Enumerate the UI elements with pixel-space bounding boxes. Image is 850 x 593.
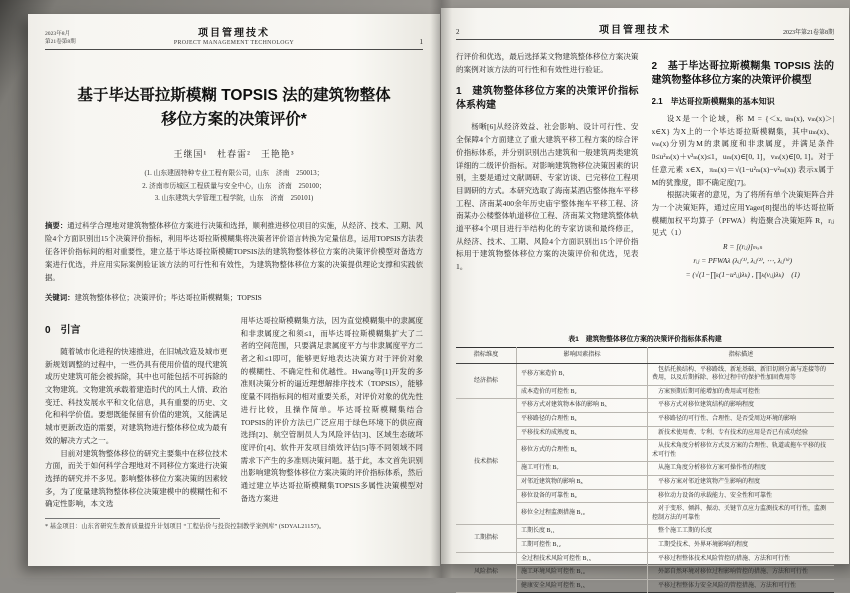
abstract	[45, 219, 423, 284]
table-caption: 表1 建筑物整体移位方案的决策评价指标体系构建	[568, 336, 722, 343]
column-right	[652, 51, 835, 323]
page-left	[28, 14, 440, 566]
journal-title-block	[115, 24, 353, 46]
affiliation-1: (1. 山东建固特种专业工程有限公司，山东 济南 250013；	[144, 170, 324, 177]
page-number: 1	[419, 38, 423, 46]
journal-title-cn: 项目管理技术	[198, 28, 270, 39]
keywords-label: 关键词：	[45, 292, 75, 302]
table-cell-description: 平移方案对邻近建筑物产生影响的程度	[648, 475, 835, 489]
indicator-table-body	[456, 363, 834, 593]
table-cell-dimension: 工期指标	[456, 525, 517, 552]
continuation-paragraph: 行评价和优选，最后选择某文物建筑整体移位方案决策的案例对该方法的可行性和有效性进行验证。	[456, 52, 639, 74]
table-cell-description: 从技术角度分析移位方式及方案的合理性、轨道或拖车平移的技术可行性	[648, 440, 835, 462]
journal-title-block	[526, 21, 744, 36]
table-cell-description: 包括托换结构、平移路线、新址基础、新旧切割分离与连接等的费用，以及后期拆除、移位过程中的保护性加固费用等	[648, 363, 835, 385]
footnote-rule	[45, 518, 220, 519]
footnote-text: * 基金项目：山东省研究生教育质量提升计划项目 “工程估价与投资控制教学案例库” (SDYAL21157)。	[45, 522, 326, 530]
abstract-label: 摘要：	[45, 220, 68, 230]
table-cell-dimension: 技术指标	[456, 399, 517, 525]
table-row	[456, 525, 834, 539]
table-cell-description: 工期受技术、外界环境影响的程度	[648, 538, 835, 552]
page-header	[456, 21, 834, 40]
table-cell-indicator: 工期可控性 B₁₂	[517, 538, 648, 552]
article-title-line1: 基于毕达哥拉斯模糊 TOPSIS 法的建筑物整体	[77, 87, 391, 104]
section2-paragraph-2: 根据决策者的意见，为了将所有单个决策矩阵合并为一个决策矩阵，通过应用Yager[8]提出的毕达哥拉斯模糊加权平均算子（PFWA）构造聚合决策矩阵 R，rᵢⱼ见式（1）	[651, 190, 834, 238]
affiliations	[45, 168, 423, 206]
table-cell-description: 平移方式对移位建筑结构的影响程度	[648, 399, 835, 413]
table-cell-description: 外部自然环境对移位过程影响管控的措施、方法和可行性	[648, 566, 835, 580]
table-cell-dimension: 风险指标	[456, 552, 517, 593]
table-cell-description: 平移过程整体技术风险管控的措施、方法和可行性	[648, 552, 835, 566]
affiliation-2: 2. 济南市历城区工程质量与安全中心，山东 济南 250100；	[142, 182, 326, 190]
table-cell-indicator: 施工环境风险可控性 B₁₄	[517, 566, 648, 580]
formula-line-3: = (√(1−∏ₖ(1−u²ᵢⱼ)λₖ) , ∏ₖ(vᵢⱼ)λₖ) (1)	[685, 270, 800, 280]
column-left	[456, 51, 639, 323]
table-header-row	[456, 348, 834, 364]
table-cell-indicator: 移位方式的合理性 B₆	[517, 440, 648, 462]
table-cell-indicator: 移位全过程监测措施 B₁₀	[517, 503, 648, 525]
table-cell-indicator: 平移方式对建筑物本体的影响 B₃	[517, 399, 648, 413]
table-cell-description: 整个施工工期的长度	[648, 525, 835, 539]
indicator-table	[456, 347, 834, 593]
table-header-indicator: 影响因素指标	[517, 348, 648, 364]
section2-paragraph-1: 设X是一个论域，称 M = {＜x, uₘ(x), vₘ(x)＞| x∈X} 为X上的一个毕达哥拉斯模糊集，其中uₘ(x)、vₘ(x)分别为M的隶属度和非隶属度，并满足条件0≤u²ₘ(x)＋v²ₘ(x)≤1，uₘ(x)∈[0, 1]，vₘ(x)∈[0, 1]。对于任意元素 x∈X，πₘ(x)＝√(1−u²ₘ(x)−v²ₘ(x)) 表示x属于M的犹豫度，即不确定度[7]。	[651, 114, 834, 187]
section-heading-2-1: 2.1 毕达哥拉斯模糊集的基本知识	[651, 97, 775, 106]
page-right	[441, 8, 849, 589]
intro-continuation: 用毕达哥拉斯模糊集方法，因为直觉模糊集中的隶属度和非隶属度之和须≤1，而毕达哥拉斯模糊集扩大了二者的空间范围，只要满足隶属度平方与非隶属度平方二者之和≤1即可，能够更好地表达决策方对于评价对象的模糊性、不确定性和优越性。Hwang等[1]开发的多准则决策分析的逼近理想解排序技术（TOPSIS），能够度量不同指标间的相对重要关系，对评价对象的优先性进行比较，且操作简单。毕达哥拉斯模糊集结合TOPSIS的评价方法已广泛应用于绿色环境下的供应商选择[2]、航空管制员人为风险评估[3]、区域生态破坏度评价[4]、软件开发项目绩效评估[5]等不同领域不同需求下产生的多准则决策问题。基于此，本文首先识别出影响建筑物整体移位方案决策的评价指标体系，然后通过建立毕达哥拉斯模糊集TOPSIS多属性决策模型对备选方案进	[240, 315, 423, 503]
article-title-line2: 移位方案的决策评价*	[161, 111, 307, 128]
journal-title-en: PROJECT MANAGEMENT TECHNOLOGY	[173, 40, 295, 46]
keywords-text: 建筑物整体移位；决策评价；毕达哥拉斯模糊集；TOPSIS	[74, 292, 262, 302]
journal-title-cn: 项目管理技术	[599, 25, 671, 36]
intro-paragraph-2: 目前对建筑物整体移位的研究主要集中在移位技术方面，而关于如何科学合理地对不同移位方案进行决策选择的研究并不多见。影响整体移位方案决策的因素较多，为了度量建筑物整体移位决策建模中的模糊性和不确定性影响，本文选	[45, 448, 228, 509]
table-header-dimension: 指标维度	[456, 348, 517, 364]
formula-line-1: R = [(rᵢⱼ)]ₘₓₙ	[723, 242, 763, 252]
section1-paragraph: 杨晰[6]从经济效益、社会影响、设计可行性、安全保障4个方面建立了重大建筑平移工程方案的综合评价指标体系，并分别识别出古建筑和一般建筑两类建筑详细的二级评价指标。对影响建筑物移位决策因素的识别，主要是通过文献调研、专家访谈、已完移位工程项目调研的方式。本研究选取了海南某酒店整体拖车平移工程、济南某400余年历史庙宇整体拖车平移工程、济南某办公楼整体轨道移位工程、济南某文物建筑整体轨道平移4个项目进行半结构化的专家访谈和最终修正，从经济、技术、工期、风险4个方面识别出15个评价指标用于建筑物整体移位方案的决策评价和优选，见表1。	[456, 122, 639, 272]
table-cell-indicator: 施工可行性 B₇	[517, 462, 648, 476]
abstract-text: 通过科学合理地对建筑物整体移位方案进行决策和选择，顺利推进移位项目的实施，从经济、技术、工期、风险4个方面识别出15个决策评价指标，利用毕达哥拉斯模糊集将决策者评价语言转换为定量信息，运用TOPSIS方法表征各评价指标间的相对重要性，建立基于毕达哥拉斯模糊TOPSIS法的建筑物整体移位方案的决策评价模型对备选方案进行优选，并应用实际案例验证该方法的可行性和有效性，为建筑物整体移位方案的决策提供理论支撑和实践依据。	[45, 220, 423, 282]
table-cell-description: 平移路径的可行性、合理性、是否受周边环境的影响	[648, 412, 835, 426]
issue-info: 2023年第21卷第8期	[782, 30, 834, 36]
affiliation-3: 3. 山东建筑大学管理工程学院，山东 济南 250101)	[154, 195, 314, 202]
table-cell-description: 方案预期后期可能增加的费用或可控性	[648, 385, 835, 399]
table-row	[456, 399, 834, 413]
page-number: 2	[456, 28, 460, 36]
table-cell-indicator: 平移路径的合理性 B₄	[517, 412, 648, 426]
table-row	[456, 552, 834, 566]
table-cell-description: 移位动力设备的承载能力、安全性和可靠性	[648, 489, 835, 503]
keywords	[45, 291, 423, 304]
formula-line-2: rᵢⱼ = PFWAλ (λᵢⱼ⁽¹⁾, λᵢⱼ⁽²⁾, ⋯, λᵢⱼ⁽ᵏ⁾)	[693, 256, 793, 266]
intro-paragraph-1: 随着城市化进程的快速推进，在旧城改造及城市更新规划调整的过程中，一些仍具有使用价值的现代建筑或历史建筑可能会被拆除，其中也可能包括不可拆除的文物建筑。文物建筑承载着建造时代的风土人情、政治变迁、科技发展水平和文化信息，具有重要的历史、文化和科学价值。要想既能保留有价值的建筑，又能满足城市更新改造的需要，对建筑物进行整体移位成为最有效的解决方式之一。	[45, 346, 228, 445]
table-cell-indicator: 工期长度 B₁₁	[517, 525, 648, 539]
table-header	[456, 348, 834, 364]
table-cell-indicator: 对邻近建筑物的影响 B₈	[517, 475, 648, 489]
column-right	[241, 315, 424, 512]
table-cell-description: 对于变形、倾斜、振动、关键节点应力监测技术的可行性，监测控制方法的可靠性	[648, 503, 835, 525]
section-heading-intro: 0 引言	[45, 324, 81, 336]
table-cell-description: 平移过程整体力安全风险的管控措施、方法和可行性	[658, 582, 797, 589]
issue-volume: 第21卷第8期	[45, 39, 76, 45]
column-left	[45, 315, 228, 512]
table-row	[456, 363, 834, 385]
footnote-block	[45, 518, 423, 531]
article-title	[45, 84, 423, 132]
table-cell-indicator: 成本造价的可控性 B₂	[517, 385, 648, 399]
section-heading-1: 1 建筑物整体移位方案的决策评价指标体系构建	[456, 86, 639, 112]
section-heading-2: 2 基于毕达哥拉斯模糊集 TOPSIS 法的建筑物整体移位方案的决策评价模型	[651, 61, 834, 86]
table-cell-indicator: 平移方案造价 B₁	[517, 363, 648, 385]
page-header	[45, 24, 423, 50]
table-cell-indicator: 全过程技术风险可控性 B₁₃	[517, 552, 648, 566]
table-cell-indicator: 平移技术的成熟度 B₅	[517, 426, 648, 440]
table-cell-indicator: 健康安全风险可控性 B₁₅	[517, 579, 648, 593]
body-columns-left-page	[45, 315, 423, 512]
table-cell-dimension: 经济指标	[456, 363, 517, 399]
issue-info	[45, 30, 115, 46]
table-cell-description: 新技术使用费、专利、专有技术的应用是否已有成功经验	[648, 426, 835, 440]
table-header-description: 指标描述	[648, 348, 835, 364]
body-columns-right-page	[456, 51, 834, 323]
table-cell-indicator: 移位设备的可靠性 B₉	[517, 489, 648, 503]
issue-date: 2023年8月	[45, 31, 71, 37]
authors: 王继国¹ 杜春雷² 王艳艳³	[173, 149, 295, 159]
table-cell-description: 从施工角度分析移位方案可操作性的程度	[648, 462, 835, 476]
